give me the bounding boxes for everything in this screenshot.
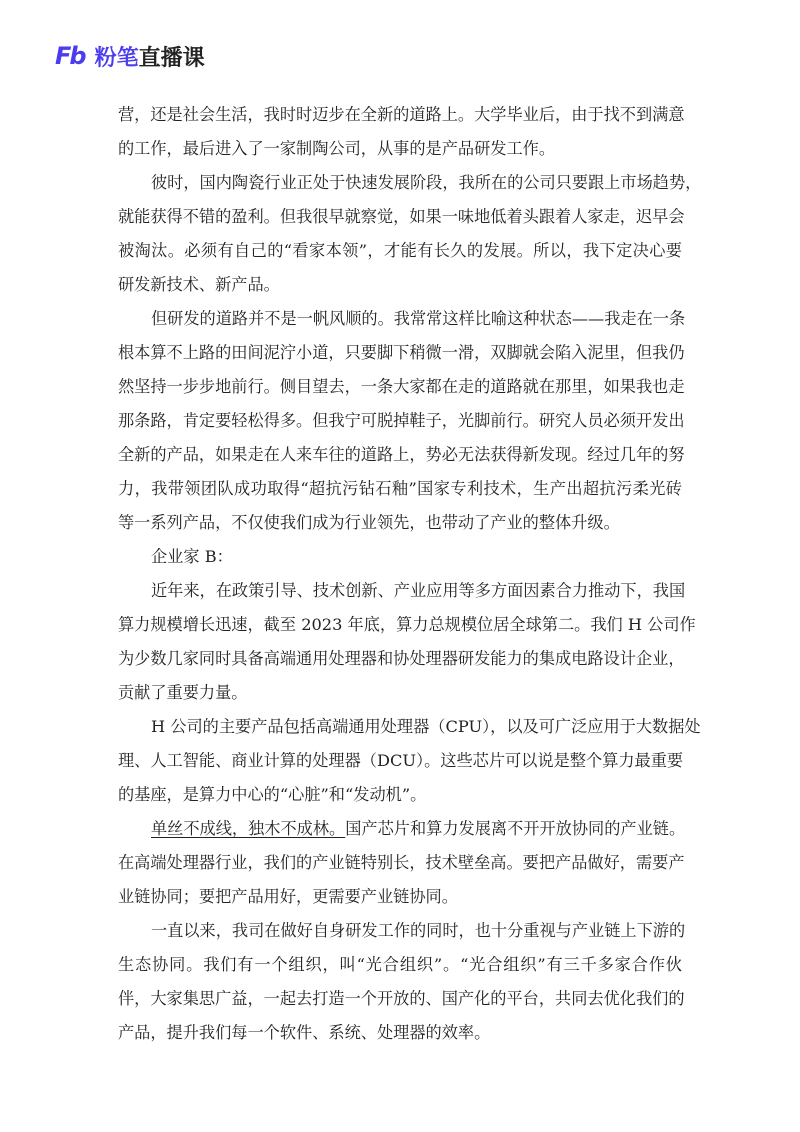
logo-product: 直播课: [138, 45, 205, 71]
paragraph: [118, 812, 686, 914]
underlined-text: 单丝不成线，独木不成林。: [151, 819, 346, 838]
text-line: 业链协同；要把产品用好，更需要产业链协同。: [118, 887, 458, 906]
text-line: 然坚持一步步地前行。侧目望去，一条大家都在走的道路就在那里，如果我也走: [118, 377, 685, 396]
text-line: 的基座，是算力中心的“心脏”和“发动机”。: [118, 785, 427, 804]
paragraph: [118, 166, 702, 302]
line-text: 国产芯片和算力发展离不开开放协同的产业链。: [345, 819, 686, 838]
text-line: 贡献了重要力量。: [118, 683, 248, 702]
text-line: 产品，提升我们每一个软件、系统、处理器的效率。: [118, 1023, 491, 1042]
text-line: 一直以来，我司在做好自身研发工作的同时，也十分重视与产业链上下游的: [151, 921, 686, 940]
text-line: 伴，大家集思广益，一起去打造一个开放的、国产化的平台，共同去优化我们的: [118, 989, 685, 1008]
paragraph: [118, 914, 686, 1050]
text-line: 营，还是社会生活，我时时迈步在全新的道路上。大学毕业后，由于找不到满意: [118, 105, 685, 124]
document-body: [118, 98, 702, 1050]
text-line: H 公司的主要产品包括高端通用处理器（CPU），以及可广泛应用于大数据处: [151, 717, 701, 736]
text-line: 理、人工智能、商业计算的处理器（DCU）。这些芯片可以说是整个算力最重要: [118, 751, 684, 770]
text-line: 全新的产品，如果走在人来车往的道路上，势必无法获得新发现。经过几年的努: [118, 445, 685, 464]
text-line: 力，我带领团队成功取得“超抗污钻石釉”国家专利技术，生产出超抗污柔光砖: [118, 479, 682, 498]
text-line: 彼时，国内陶瓷行业正处于快速发展阶段，我所在的公司只要跟上市场趋势，: [151, 173, 702, 192]
text-line: 但研发的道路并不是一帆风顺的。我常常这样比喻这种状态——我走在一条: [151, 309, 686, 328]
fenbi-logo-icon: Fb: [55, 42, 85, 70]
text-line: 的工作，最后进入了一家制陶公司，从事的是产品研发工作。: [118, 139, 556, 158]
text-line: 为少数几家同时具备高端通用处理器和协处理器研发能力的集成电路设计企业，: [118, 649, 685, 668]
text-line: 根本算不上路的田间泥泞小道，只要脚下稍微一滑，双脚就会陷入泥里，但我仍: [118, 343, 685, 362]
text-line: 企业家 B：: [151, 547, 233, 566]
logo: [55, 40, 205, 72]
paragraph: [118, 710, 701, 812]
text-line: 在高端处理器行业，我们的产业链特别长，技术壁垒高。要把产品做好，需要产: [118, 853, 685, 872]
text-line: [118, 812, 686, 846]
text-line: 被淘汰。必须有自己的“看家本领”，才能有长久的发展。所以，我下定决心要: [118, 241, 682, 260]
text-line: 生态协同。我们有一个组织，叫“光合组织”。“光合组织”有三千多家合作伙: [118, 955, 682, 974]
text-line: 算力规模增长迅速，截至 2023 年底，算力总规模位居全球第二。我们 H 公司作: [118, 615, 696, 634]
paragraph: [118, 98, 685, 166]
text-line: 那条路，肯定要轻松得多。但我宁可脱掉鞋子，光脚前行。研究人员必须开发出: [118, 411, 685, 430]
paragraph: [118, 302, 686, 540]
paragraph: [118, 540, 682, 574]
text-line: 等一系列产品，不仅使我们成为行业领先，也带动了产业的整体升级。: [118, 513, 620, 532]
logo-brand: 粉笔: [94, 45, 139, 71]
text-line: 就能获得不错的盈利。但我很早就察觉，如果一味地低着头跟着人家走，迟早会: [118, 207, 685, 226]
text-line: 研发新技术、新产品。: [118, 275, 280, 294]
text-line: 近年来，在政策引导、技术创新、产业应用等多方面因素合力推动下，我国: [151, 581, 686, 600]
paragraph: [118, 574, 696, 710]
